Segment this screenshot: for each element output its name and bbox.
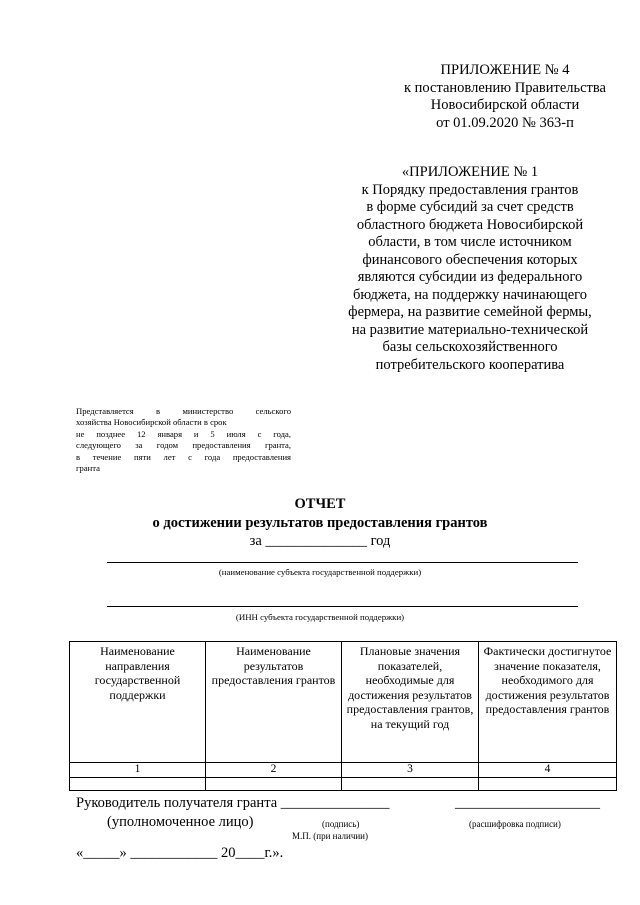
table-column-number: 1 — [70, 763, 206, 778]
head-signature-blank[interactable]: _______________ — [280, 795, 390, 811]
date-year-blank[interactable]: ____ — [235, 845, 265, 861]
table-cell[interactable] — [342, 778, 479, 791]
appendix-1-header — [325, 164, 615, 374]
submission-note-line: Представляется в министерство сельского — [76, 406, 291, 416]
submission-note-line: не позднее 12 января и 5 июля с года, — [76, 428, 291, 439]
submission-note — [76, 406, 291, 474]
date-close-quote: » — [119, 845, 127, 861]
table-header-cell: Наименование направления государственной поддержки — [70, 642, 206, 763]
appendix-1-line: области, в том числе источником — [368, 234, 572, 250]
report-period-blank[interactable]: ______________ — [265, 533, 367, 549]
appendix-1-line: являются субсидии из федерального — [357, 269, 583, 285]
subject-name-line[interactable] — [107, 562, 578, 563]
appendix-4-line: от 01.09.2020 № 363-п — [436, 114, 574, 131]
head-signature-line — [76, 795, 390, 812]
appendix-1-line: к Порядку предоставления грантов — [361, 181, 579, 198]
appendix-1-line: на развитие материально-технической — [351, 321, 589, 338]
table-header-cell: Плановые значения показателей, необходимые для достижения результатов предоставления грантов, на текущий год — [342, 642, 479, 763]
signature-date — [76, 845, 283, 862]
table-cell[interactable] — [70, 778, 206, 791]
results-table — [69, 641, 617, 791]
report-period — [0, 533, 640, 550]
appendix-1-line: в форме субсидий за счет средств — [366, 199, 574, 215]
date-suffix: г.». — [264, 845, 284, 861]
report-subtitle: о достижении результатов предоставления грантов — [152, 515, 488, 531]
authorized-label: (уполномоченное лицо) — [107, 814, 254, 830]
submission-note-line: в течение пяти лет с года предоставления — [76, 451, 291, 462]
table-column-number: 3 — [342, 763, 479, 778]
report-title: ОТЧЕТ — [294, 496, 346, 512]
decoding-caption: (расшифровка подписи) — [469, 819, 561, 829]
appendix-1-line: финансового обеспечения которых — [362, 251, 578, 268]
table-number-row — [70, 763, 617, 778]
inn-line[interactable] — [107, 606, 578, 607]
appendix-1-line: фермера, на развитие семейной фермы, — [348, 304, 592, 320]
table-column-number: 2 — [206, 763, 342, 778]
appendix-1-line: областного бюджета Новосибирской — [356, 216, 584, 233]
table-header-row — [70, 642, 617, 763]
date-day-blank[interactable]: _____ — [83, 845, 120, 861]
appendix-1-line: бюджета, на поддержку начинающего — [352, 286, 588, 303]
submission-note-line: гранта — [76, 463, 100, 474]
submission-note-line: следующего за годом предоставления гранта, — [76, 440, 291, 451]
report-period-prefix: за — [249, 533, 262, 549]
appendix-1-line: потребительского кооператива — [375, 356, 565, 373]
table-header-cell: Фактически достигнутое значение показателя, необходимого для достижения результатов предоставления грантов — [479, 642, 617, 763]
head-label: Руководитель получателя гранта — [76, 795, 278, 811]
report-period-suffix: год — [370, 533, 391, 549]
stamp-caption: М.П. (при наличии) — [292, 831, 368, 841]
date-open-quote: « — [76, 845, 84, 861]
table-row — [70, 778, 617, 791]
appendix-4-header — [395, 62, 615, 132]
table-header-cell: Наименование результатов предоставления грантов — [206, 642, 342, 763]
appendix-4-line: ПРИЛОЖЕНИЕ № 4 — [440, 62, 570, 78]
table-column-number: 4 — [479, 763, 617, 778]
signature-caption: (подпись) — [322, 819, 360, 829]
appendix-4-line: Новосибирской области — [430, 97, 580, 113]
decoding-blank[interactable]: ____________________ — [455, 795, 600, 811]
table-cell[interactable] — [206, 778, 342, 791]
appendix-1-line: базы сельскохозяйственного — [382, 339, 558, 355]
subject-name-caption: (наименование субъекта государственной поддержки) — [218, 567, 422, 577]
submission-note-line: хозяйства Новосибирской области в срок — [76, 417, 227, 428]
inn-caption: (ИНН субъекта государственной поддержки) — [235, 612, 405, 622]
table-cell[interactable] — [479, 778, 617, 791]
date-month-blank[interactable]: ____________ — [130, 845, 218, 861]
appendix-1-line: «ПРИЛОЖЕНИЕ № 1 — [401, 164, 539, 180]
date-century: 20 — [221, 845, 236, 861]
appendix-4-line: к постановлению Правительства — [404, 79, 606, 96]
